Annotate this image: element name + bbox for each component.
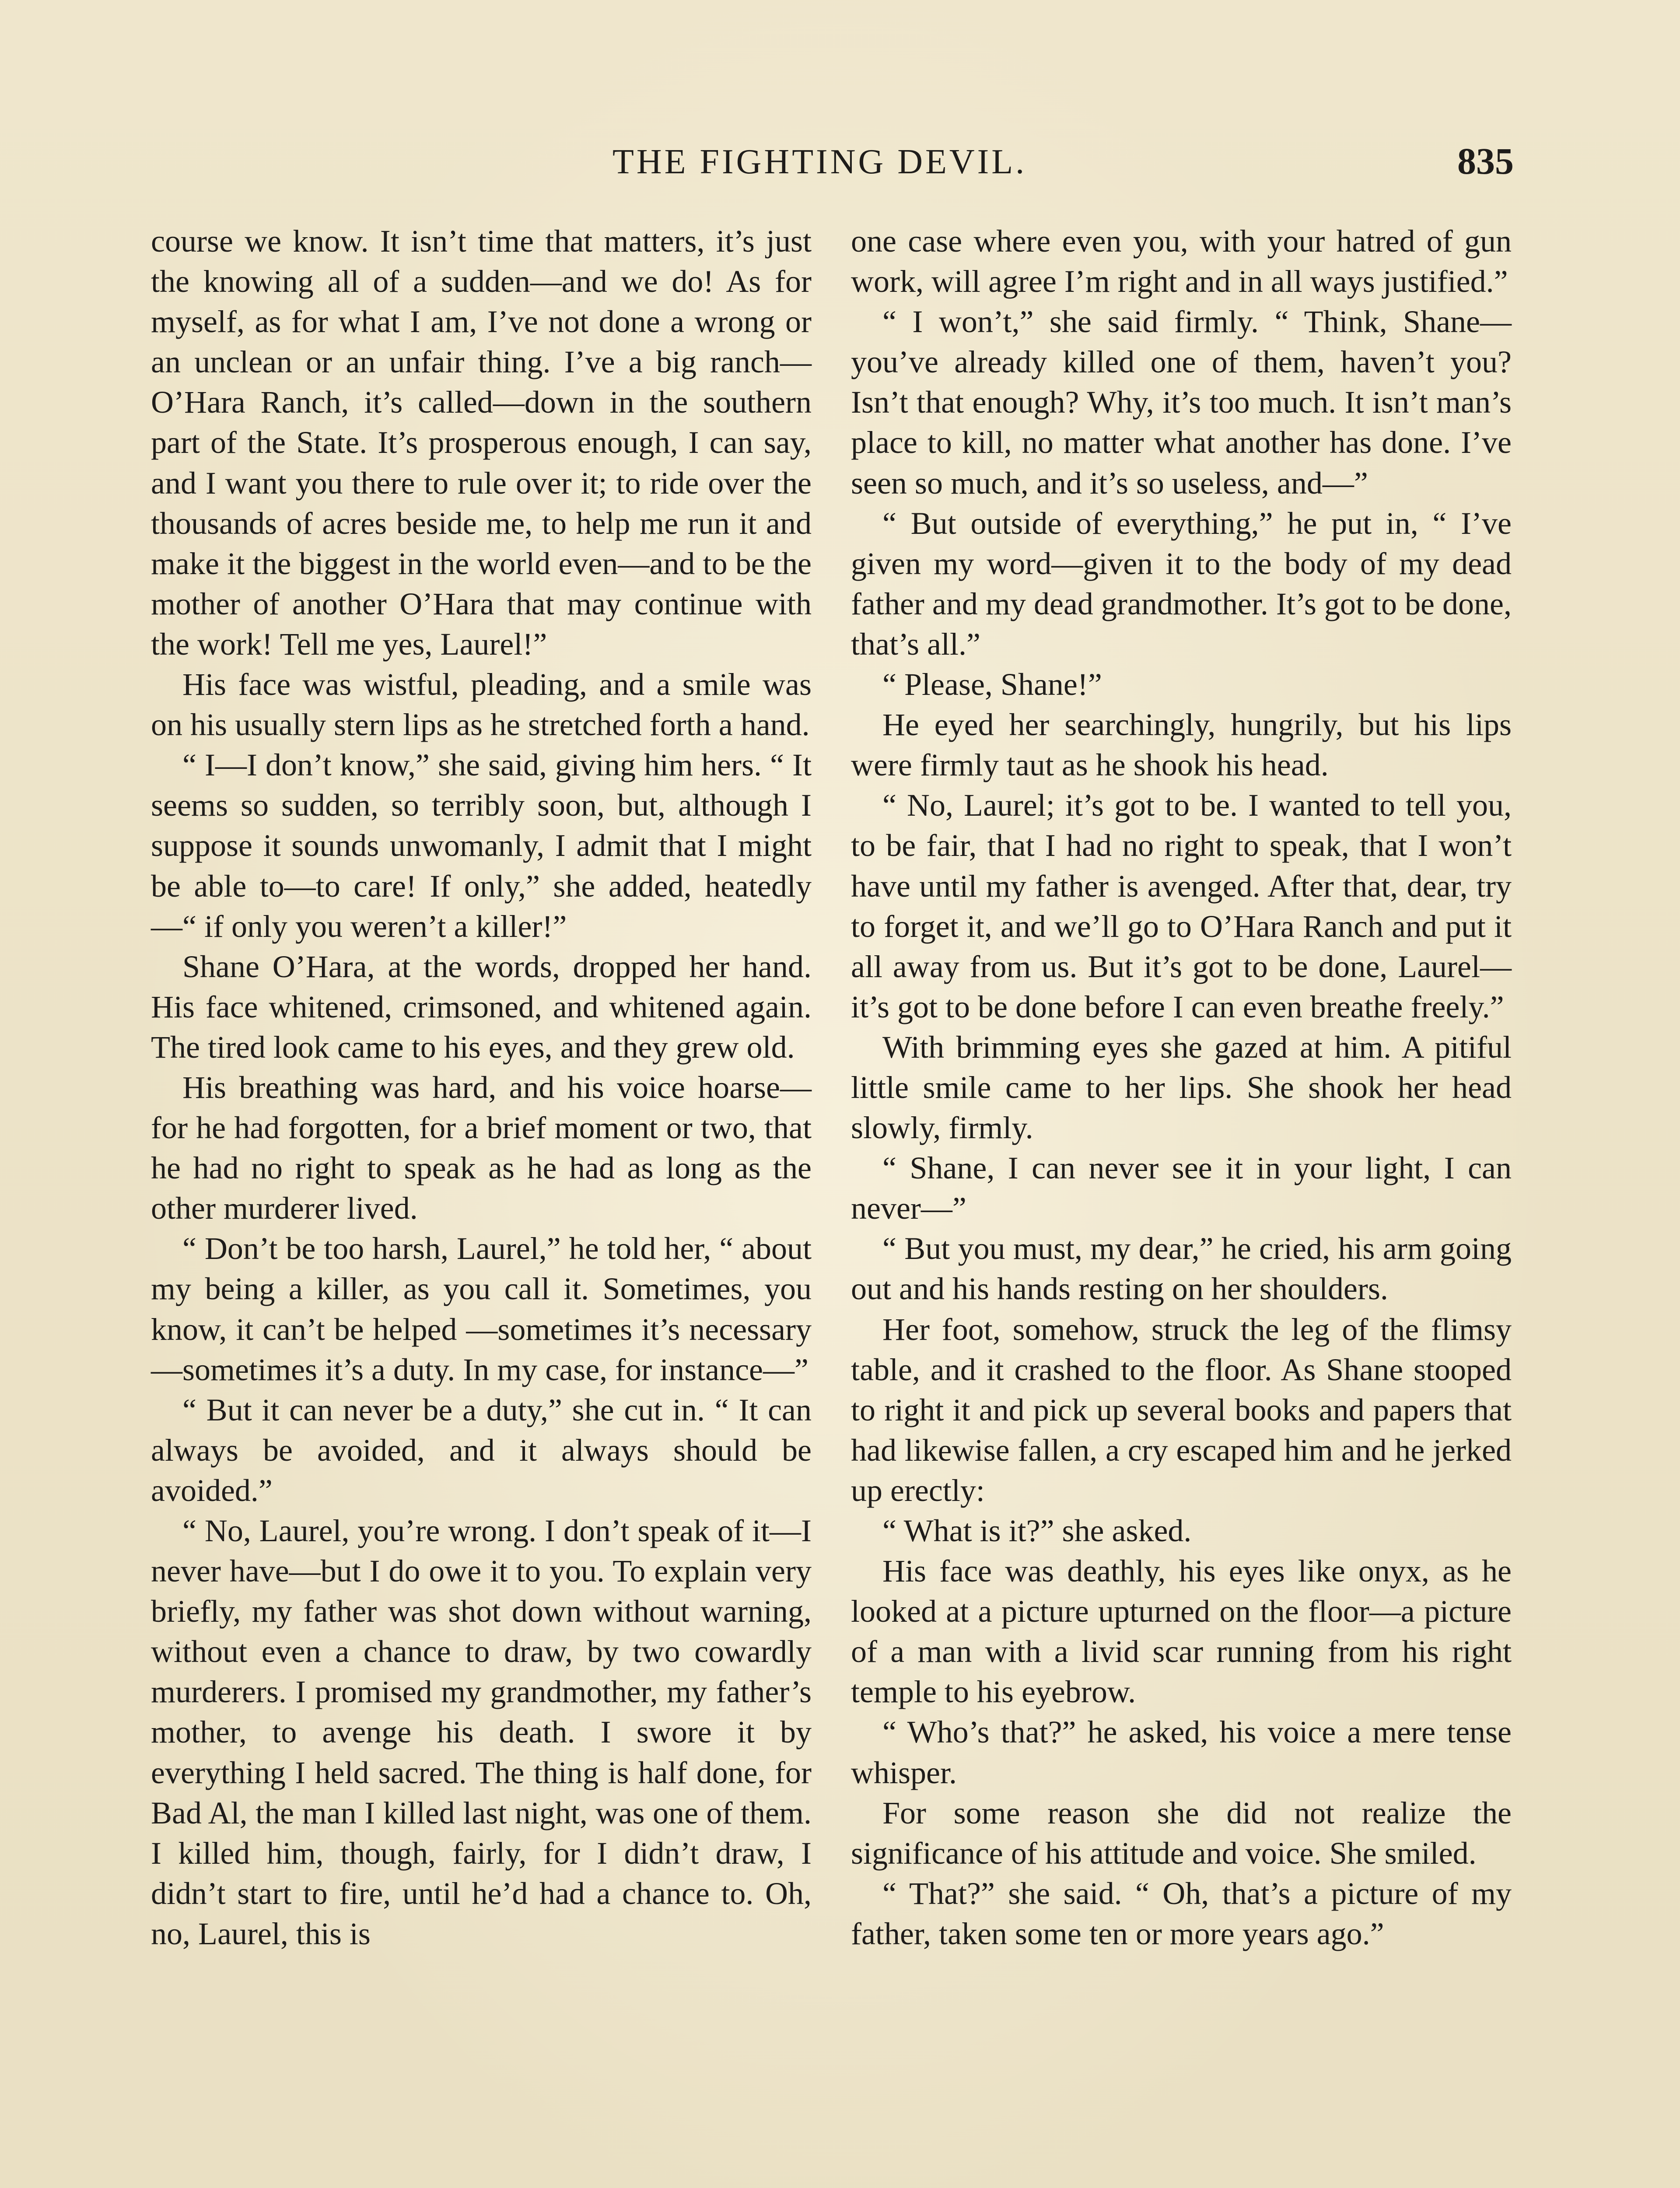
- paragraph: His breathing was hard, and his voice hoarse—for he had forgotten, for a brief moment or two, that he had no right to speak as he had as long as the other murderer lived.: [151, 1069, 812, 1226]
- paragraph: For some reason she did not realize the significance of his attitude and voice. She smiled.: [851, 1795, 1512, 1871]
- paragraph: “ But you must, my dear,” he cried, his arm going out and his hands resting on her shoulders.: [851, 1231, 1512, 1307]
- paragraph: “ Who’s that?” he asked, his voice a mere tense whisper.: [851, 1715, 1512, 1790]
- paragraph: “ No, Laurel, you’re wrong. I don’t speak of it—I never have—but I do owe it to you. To explain very briefly, my father was shot down without warning, without even a chance to draw, by two cowardly murderers. I promised my grandmother, my father’s mother, to avenge his death. I swore it by everything I held sacred. The thing is half done, for Bad Al, the man I killed last night, was one of them. I killed him, though, fairly, for I didn’t draw, I didn’t start to fire, until he’d had a chance to. Oh, no, Laurel, this is: [151, 1513, 812, 1951]
- paragraph: Her foot, somehow, struck the leg of the flimsy table, and it crashed to the floor. As Shane stooped to right it and pick up several books and papers that had likewise fallen, a cry escaped him and he jerked up erectly:: [851, 1311, 1512, 1508]
- paragraph: course we know. It isn’t time that matters, it’s just the knowing all of a sudden—and we do! As for myself, as for what I am, I’ve not done a wrong or an unclean or an unfair thing. I’ve a big ranch—O’Hara Ranch, it’s called—down in the southern part of the State. It’s prosperous enough, I can say, and I want you there to rule over it; to ride over the thousands of acres beside me, to help me run it and make it the biggest in the world even—and to be the mother of another O’Hara that may continue with the work! Tell me yes, Laurel!”: [151, 224, 812, 662]
- paragraph: His face was wistful, pleading, and a smile was on his usually stern lips as he stretched forth a hand.: [151, 667, 812, 743]
- paragraph: Shane O’Hara, at the words, dropped her hand. His face whitened, crimsoned, and whitened again. The tired look came to his eyes, and they grew old.: [151, 949, 812, 1065]
- paragraph: He eyed her searchingly, hungrily, but his lips were firmly taut as he shook his head.: [851, 707, 1512, 783]
- paragraph: one case where even you, with your hatred of gun work, will agree I’m right and in all ways justified.”: [851, 224, 1512, 299]
- paragraph: His face was deathly, his eyes like onyx, as he looked at a picture upturned on the floor—a picture of a man with a livid scar running from his right temple to his eyebrow.: [851, 1553, 1512, 1710]
- paragraph: “ Shane, I can never see it in your light, I can never—”: [851, 1150, 1512, 1226]
- left-column: [151, 221, 812, 1954]
- paragraph: “ I won’t,” she said firmly. “ Think, Shane—you’ve already killed one of them, haven’t you? Isn’t that enough? Why, it’s too much. It isn’t man’s place to kill, no matter what another has done. I’ve seen so much, and it’s so useless, and—”: [851, 304, 1512, 501]
- right-column: [851, 221, 1512, 1954]
- paragraph: “ No, Laurel; it’s got to be. I wanted to tell you, to be fair, that I had no right to speak, that I won’t have until my father is avenged. After that, dear, try to forget it, and we’ll go to O’Hara Ranch and put it all away from us. But it’s got to be done, Laurel—it’s got to be done before I can even breathe freely.”: [851, 788, 1512, 1024]
- paragraph: “ That?” she said. “ Oh, that’s a picture of my father, taken some ten or more years ago.”: [851, 1876, 1512, 1951]
- page-number: 835: [1457, 140, 1514, 182]
- paragraph: “ But it can never be a duty,” she cut in. “ It can always be avoided, and it always should be avoided.”: [151, 1392, 812, 1508]
- paragraph: “ Please, Shane!”: [882, 667, 1102, 702]
- running-title: THE FIGHTING DEVIL.: [612, 143, 1027, 181]
- paragraph: “ I—I don’t know,” she said, giving him hers. “ It seems so sudden, so terribly soon, but, although I suppose it sounds unwomanly, I admit that I might be able to—to care! If only,” she added, heatedly —“ if only you weren’t a killer!”: [151, 747, 812, 944]
- paragraph: “ Don’t be too harsh, Laurel,” he told her, “ about my being a killer, as you call it. Sometimes, you know, it can’t be helped —sometimes it’s necessary—sometimes it’s a duty. In my case, for instance—”: [151, 1231, 812, 1387]
- paragraph: “ What is it?” she asked.: [882, 1513, 1192, 1548]
- paragraph: “ But outside of everything,” he put in, “ I’ve given my word—given it to the body of my dead father and my dead grandmother. It’s got to be done, that’s all.”: [851, 505, 1512, 662]
- paragraph: With brimming eyes she gazed at him. A pitiful little smile came to her lips. She shook her head slowly, firmly.: [851, 1029, 1512, 1146]
